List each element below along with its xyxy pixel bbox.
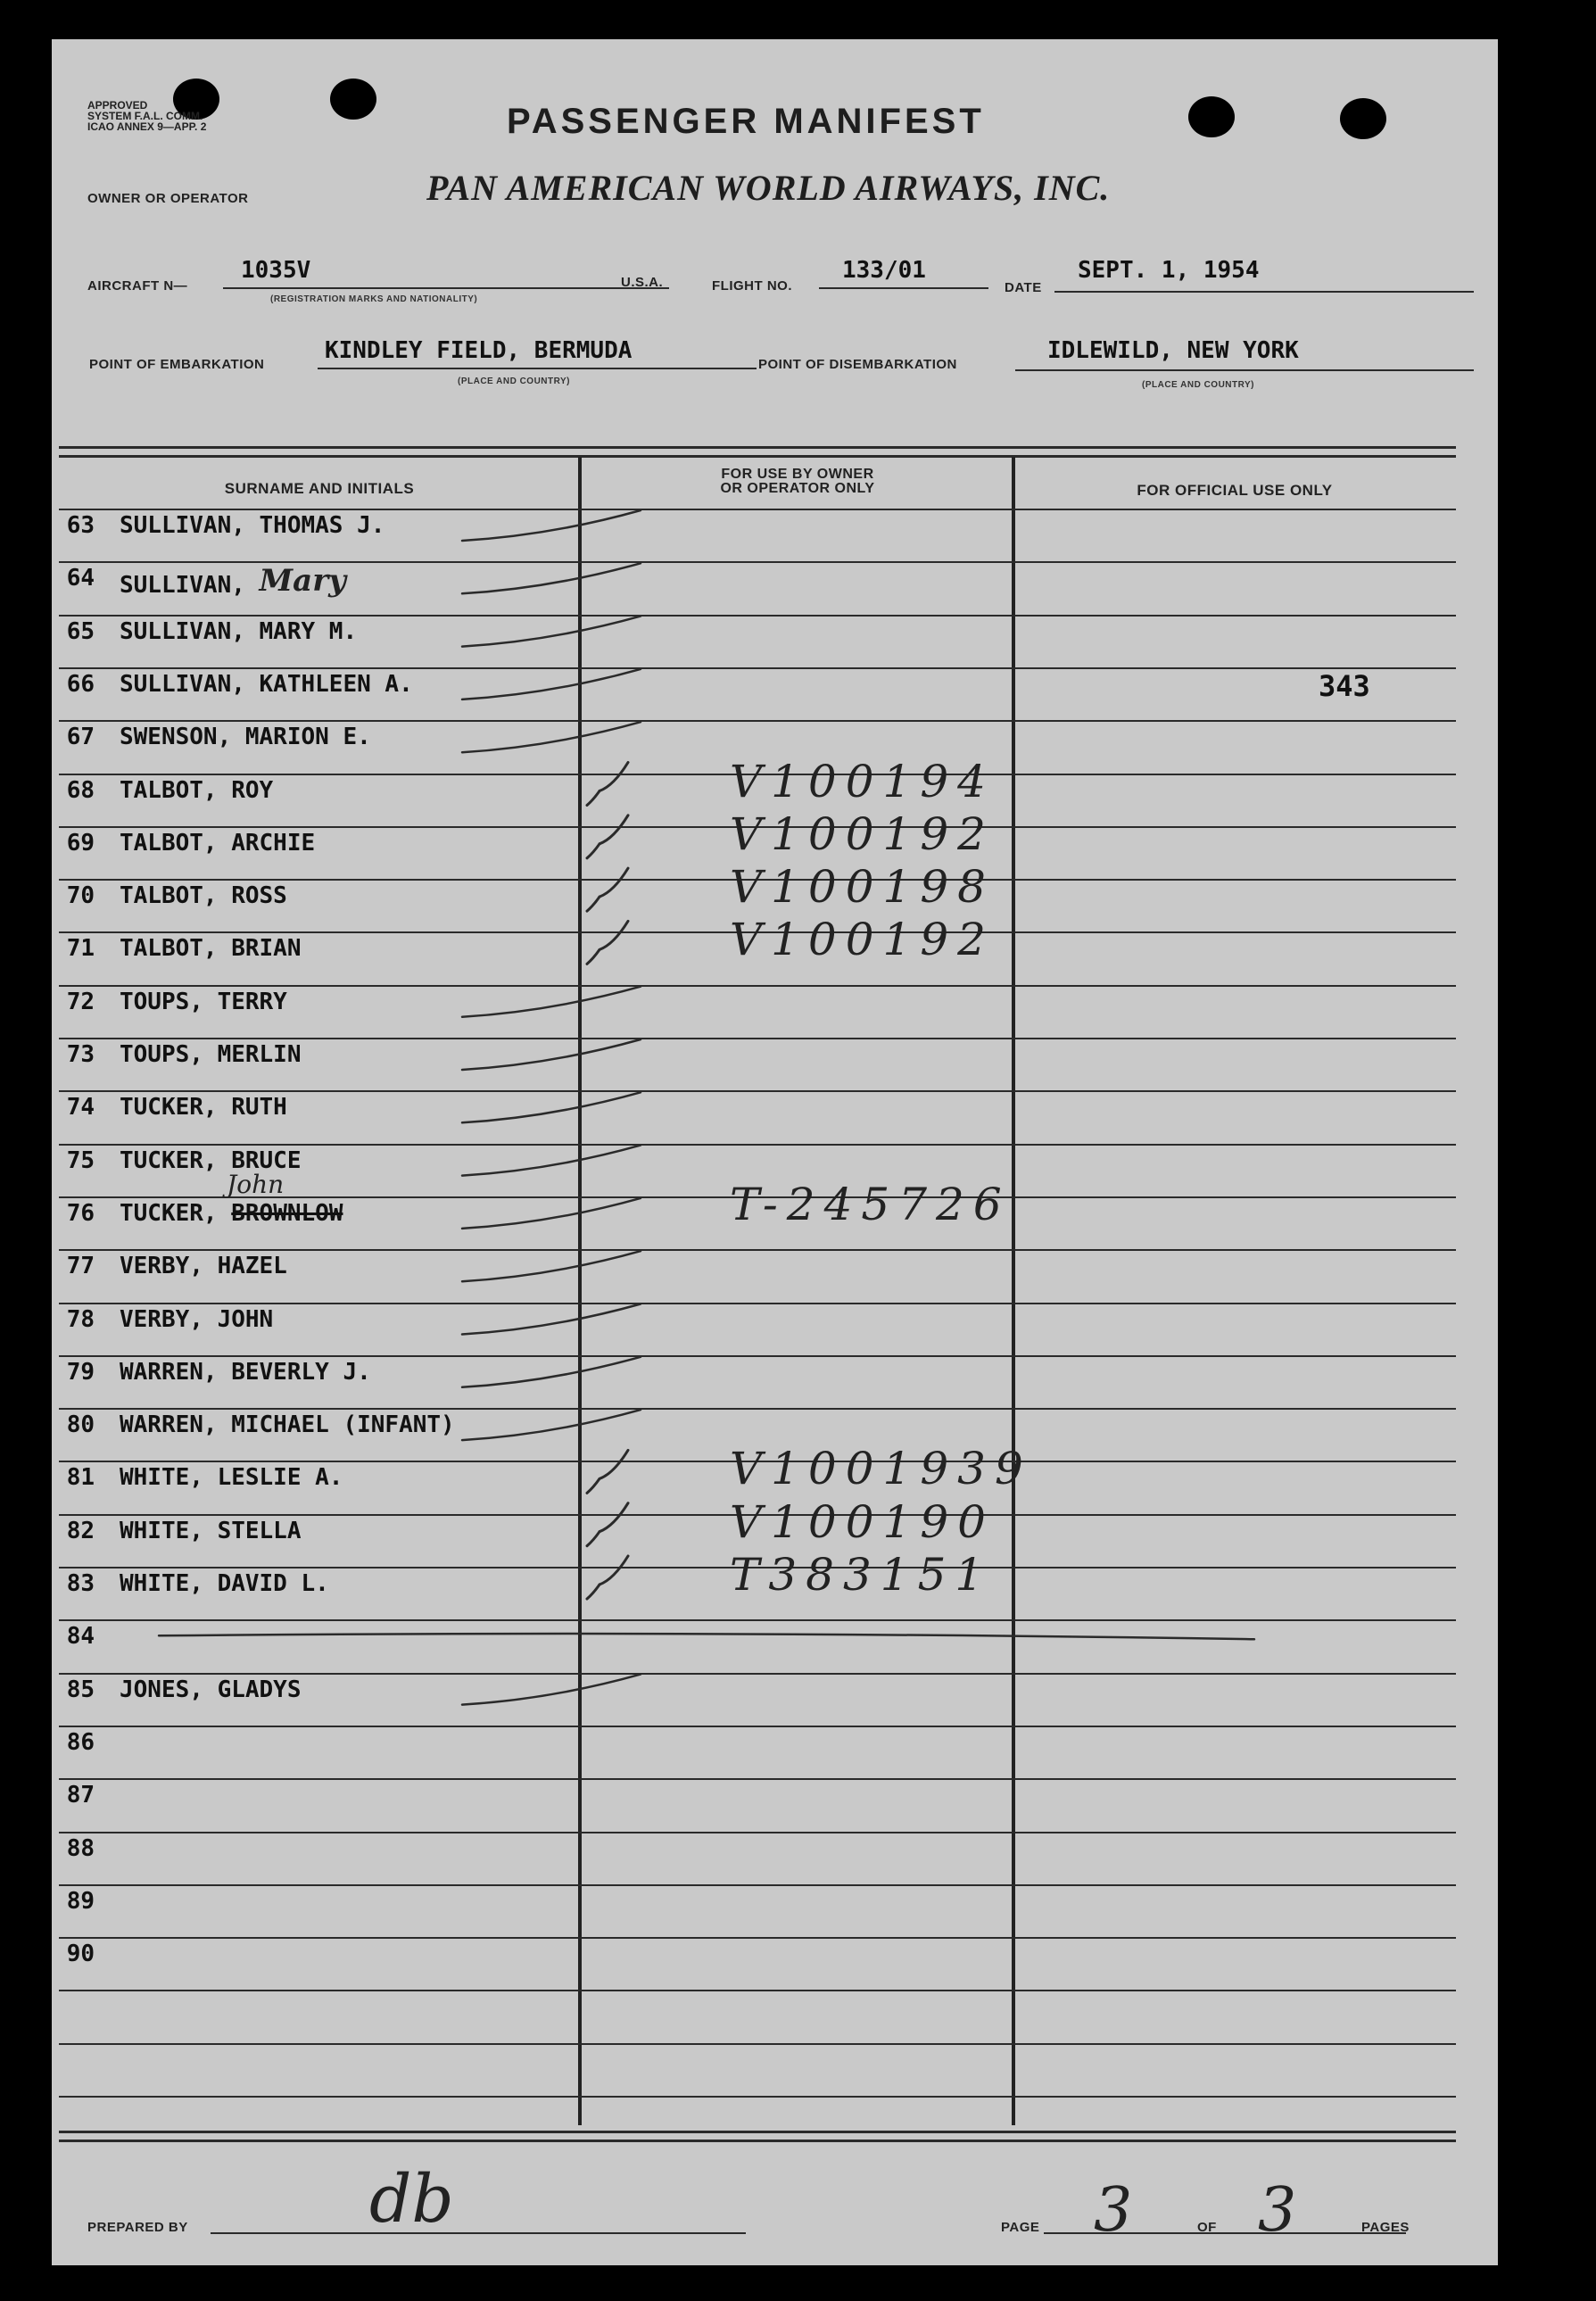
passenger-name-text: SULLIVAN, KATHLEEN A. (120, 670, 413, 698)
pen-tick-stroke (462, 669, 641, 699)
pen-tick-stroke (462, 1092, 641, 1122)
passenger-name-text: WARREN, BEVERLY J. (120, 1358, 371, 1386)
manifest-sheet (52, 39, 1498, 2265)
row-number: 77 (66, 1253, 95, 1280)
country-label: U.S.A. (621, 275, 664, 290)
row-number: 64 (66, 565, 95, 592)
owner-use-header-line: FOR USE BY OWNER (721, 467, 874, 482)
pen-tick-stroke (587, 1478, 600, 1493)
passenger-name-text: SULLIVAN, MARY M. (120, 617, 358, 645)
pen-tick-stroke (600, 921, 628, 949)
pen-tick-stroke (600, 1556, 628, 1585)
row-number: 82 (66, 1517, 95, 1544)
row-number: 88 (66, 1834, 95, 1862)
prepared-by-label: PREPARED BY (87, 2220, 188, 2235)
official-number: 343 (1319, 668, 1370, 703)
row-number: 69 (66, 829, 95, 857)
date-label: DATE (1005, 280, 1042, 295)
pen-tick-stroke (587, 1585, 600, 1599)
row-number: 90 (66, 1941, 95, 1968)
aircraft-label: AIRCRAFT N— (87, 278, 188, 294)
row-number: 71 (66, 935, 95, 963)
pen-tick-stroke (587, 949, 600, 964)
row-number: 86 (66, 1728, 95, 1756)
pen-tick-stroke (462, 1039, 641, 1070)
row-number: 83 (66, 1570, 95, 1597)
ticket-number: T383151 (730, 1549, 993, 1601)
row-number: 85 (66, 1676, 95, 1703)
embarkation-label: POINT OF EMBARKATION (89, 357, 265, 372)
approval-line: ICAO ANNEX 9—APP. 2 (87, 120, 207, 133)
passenger-name-text: VERBY, HAZEL (120, 1253, 287, 1280)
owner-use-header-line: OR OPERATOR ONLY (720, 481, 875, 496)
row-number: 80 (66, 1411, 95, 1439)
row-number: 73 (66, 1041, 95, 1068)
passenger-name-text: SULLIVAN, (120, 572, 260, 600)
disembarkation-label: POINT OF DISEMBARKATION (758, 357, 957, 372)
pen-tick-stroke (600, 763, 628, 791)
embarkation-value: KINDLEY FIELD, BERMUDA (325, 337, 633, 364)
page-title: PASSENGER MANIFEST (507, 102, 985, 141)
passenger-name-text: TUCKER, RUTH (120, 1094, 287, 1122)
passenger-name-text: SWENSON, MARION E. (120, 724, 371, 751)
row-number: 75 (66, 1146, 95, 1174)
ticket-number: V100190 (730, 1495, 995, 1548)
pen-tick-stroke (462, 617, 641, 647)
aircraft-sub: (REGISTRATION MARKS AND NATIONALITY) (270, 294, 478, 304)
owner-label: OWNER OR OPERATOR (87, 191, 249, 206)
pen-tick-stroke (462, 1304, 641, 1335)
pen-tick-stroke (600, 815, 628, 844)
pen-tick-stroke (462, 1146, 641, 1176)
pen-tick-stroke (462, 1251, 641, 1281)
row-number: 70 (66, 882, 95, 910)
page-label: PAGE (1001, 2220, 1040, 2235)
passenger-name-text: WHITE, LESLIE A. (120, 1464, 343, 1492)
pen-tick-stroke (462, 563, 641, 593)
pen-marks (52, 39, 1498, 2265)
pen-tick-stroke (600, 1503, 628, 1532)
pen-tick-stroke (159, 1634, 1254, 1639)
passenger-name-text: WHITE, DAVID L. (120, 1570, 329, 1597)
row-number: 76 (66, 1199, 95, 1227)
pen-tick-stroke (587, 844, 600, 858)
pen-tick-stroke (462, 1357, 641, 1387)
disembarkation-value: IDLEWILD, NEW YORK (1047, 337, 1299, 364)
pen-tick-stroke (587, 897, 600, 911)
official-use-header: FOR OFFICIAL USE ONLY (1137, 482, 1333, 499)
embarkation-sub: (PLACE AND COUNTRY) (458, 377, 570, 386)
row-number: 78 (66, 1305, 95, 1333)
row-number: 74 (66, 1094, 95, 1122)
passenger-name-text: TALBOT, ARCHIE (120, 829, 316, 857)
pen-tick-stroke (462, 510, 641, 541)
passenger-name-text: TUCKER, (120, 1199, 232, 1227)
ticket-number: V100194 (730, 755, 995, 807)
row-number: 63 (66, 512, 95, 539)
airline-name: PAN AMERICAN WORLD AIRWAYS, INC. (426, 168, 1111, 208)
passenger-name-text: JONES, GLADYS (120, 1676, 302, 1703)
flight-value: 133/01 (842, 257, 926, 284)
row-number: 84 (66, 1623, 95, 1651)
row-number: 81 (66, 1464, 95, 1492)
passenger-name-text: TUCKER, BRUCE (120, 1146, 302, 1174)
passenger-name-text: WARREN, MICHAEL (INFANT) (120, 1411, 455, 1439)
ticket-number: V1001939 (730, 1443, 1032, 1495)
passenger-name-text: TALBOT, ROSS (120, 882, 287, 910)
pen-tick-stroke (462, 722, 641, 752)
approval-line: SYSTEM F.A.L. COMM. (87, 110, 203, 122)
ticket-number: T-245726 (730, 1178, 1011, 1230)
surname-header: SURNAME AND INITIALS (224, 480, 415, 497)
page-number: 3 (1094, 2175, 1133, 2246)
flight-label: FLIGHT NO. (712, 278, 792, 294)
row-number: 79 (66, 1358, 95, 1386)
row-number: 68 (66, 776, 95, 804)
ticket-number: V100192 (730, 914, 995, 966)
pen-tick-stroke (600, 1450, 628, 1478)
passenger-name-text: WHITE, STELLA (120, 1517, 302, 1544)
passenger-name-text: TALBOT, ROY (120, 776, 274, 804)
row-number: 65 (66, 617, 95, 645)
row-number: 87 (66, 1782, 95, 1809)
approval-line: APPROVED (87, 99, 148, 112)
pen-tick-stroke (600, 868, 628, 897)
pen-tick-stroke (587, 791, 600, 806)
of-label: OF (1197, 2220, 1217, 2235)
passenger-name-text: SULLIVAN, THOMAS J. (120, 512, 385, 539)
pen-tick-stroke (462, 987, 641, 1017)
aircraft-value: 1035V (241, 257, 311, 284)
row-number: 67 (66, 724, 95, 751)
pen-tick-stroke (587, 1532, 600, 1546)
handwritten-name: Mary (259, 563, 346, 600)
disembarkation-sub: (PLACE AND COUNTRY) (1142, 380, 1254, 390)
pen-tick-stroke (462, 1198, 641, 1229)
pen-tick-stroke (462, 1410, 641, 1440)
date-value: SEPT. 1, 1954 (1078, 257, 1260, 284)
row-number: 89 (66, 1887, 95, 1915)
prepared-by-signature: db (369, 2161, 454, 2238)
page-total: 3 (1258, 2175, 1297, 2246)
row-number: 66 (66, 670, 95, 698)
passenger-name-text: VERBY, JOHN (120, 1305, 274, 1333)
pages-label: PAGES (1361, 2220, 1410, 2235)
ticket-number: V100198 (730, 861, 995, 914)
struck-name: BROWNLOW (231, 1199, 343, 1227)
ticket-number: V100192 (730, 807, 995, 860)
handwritten-correction: John (227, 1169, 285, 1199)
row-number: 72 (66, 988, 95, 1015)
passenger-name-text: TALBOT, BRIAN (120, 935, 302, 963)
passenger-name-text: TOUPS, MERLIN (120, 1041, 302, 1068)
passenger-name-text: TOUPS, TERRY (120, 988, 287, 1015)
pen-tick-stroke (462, 1675, 641, 1705)
